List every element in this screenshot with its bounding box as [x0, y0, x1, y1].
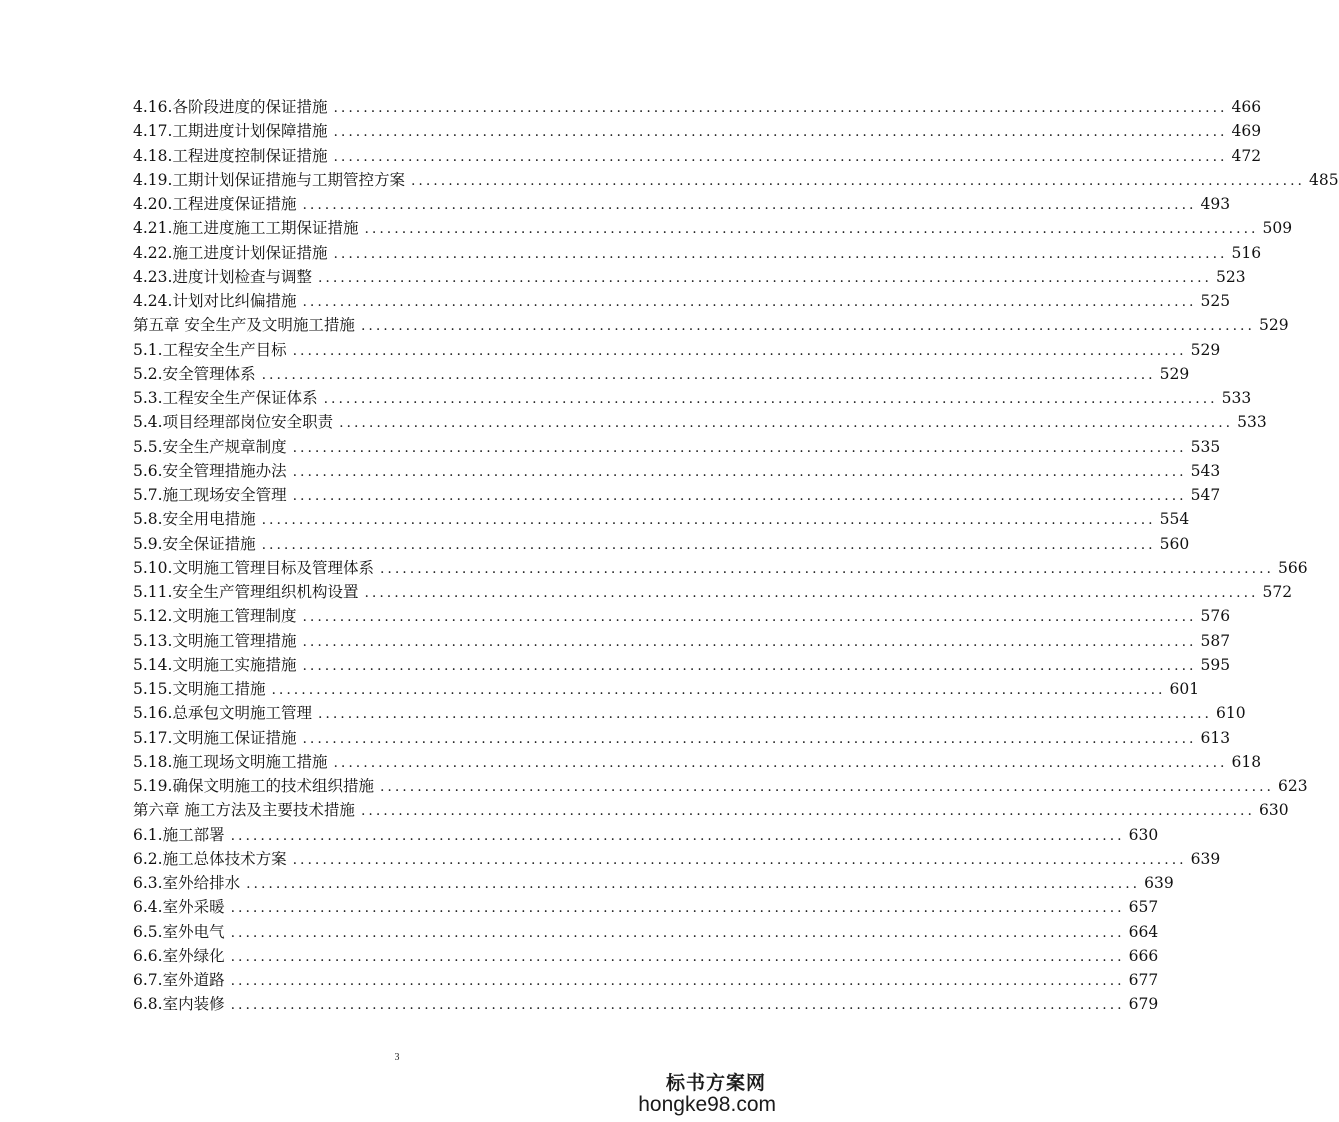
toc-entry-page: 595	[1200, 655, 1231, 674]
toc-entry	[133, 726, 1231, 750]
toc-entry-page: 664	[1128, 922, 1159, 941]
toc-leader-dots: ........................................................................................................................	[292, 463, 1187, 480]
toc-entry-page: 469	[1231, 122, 1262, 141]
toc-entry	[133, 168, 1339, 192]
toc-entry	[133, 289, 1231, 313]
toc-leader-dots: ........................................................................................................................	[271, 682, 1166, 698]
toc-leader-dots: ........................................................................................................................	[364, 221, 1259, 238]
toc-leader-dots: ........................................................................................................................	[292, 342, 1187, 359]
toc-entry-page: 560	[1159, 534, 1190, 553]
toc-entry	[133, 701, 1246, 725]
toc-entry	[133, 798, 1289, 822]
toc-entry-page: 509	[1262, 219, 1293, 238]
toc-entry	[133, 507, 1190, 531]
toc-entry-label: 4.20.工程进度保证措施	[133, 195, 297, 213]
toc-entry	[133, 119, 1262, 143]
watermark	[638, 1068, 776, 1117]
toc-entry-page: 630	[1258, 801, 1289, 820]
toc-entry-label: 5.5.安全生产规章制度	[133, 437, 287, 456]
toc-entry-label: 4.21.施工进度施工工期保证措施	[133, 219, 359, 238]
toc-leader-dots: ........................................................................................................................	[230, 827, 1125, 844]
toc-entry	[133, 677, 1200, 701]
toc-entry-label: 4.24.计划对比纠偏措施	[133, 292, 297, 310]
toc-entry-page: 587	[1200, 631, 1231, 650]
toc-leader-dots: ........................................................................................................................	[317, 706, 1212, 723]
toc-entry-page: 533	[1221, 389, 1252, 407]
toc-leader-dots: ........................................................................................................................	[261, 366, 1156, 383]
toc-entry-page: 677	[1128, 971, 1159, 989]
toc-entry-page: 523	[1215, 267, 1246, 286]
toc-leader-dots: ........................................................................................................................	[230, 900, 1125, 917]
toc-entry-label: 5.13.文明施工管理措施	[133, 631, 297, 650]
toc-entry-label: 6.7.室外道路	[133, 971, 225, 989]
toc-entry-page: 485	[1308, 170, 1339, 189]
toc-entry-label: 4.17.工期进度计划保障措施	[133, 122, 328, 141]
toc-leader-dots: ........................................................................................................................	[333, 100, 1228, 116]
toc-leader-dots: ........................................................................................................................	[230, 948, 1125, 965]
toc-leader-dots: ........................................................................................................................	[302, 609, 1197, 626]
toc-entry-label: 5.9.安全保证措施	[133, 534, 256, 553]
toc-entry	[133, 532, 1190, 556]
toc-leader-dots: ........................................................................................................................	[292, 488, 1187, 504]
toc-entry-label: 6.8.室内装修	[133, 995, 225, 1014]
toc-leader-dots: ........................................................................................................................	[261, 536, 1156, 553]
toc-entry	[133, 629, 1231, 653]
toc-entry-page: 529	[1159, 364, 1190, 383]
toc-entry-label: 5.8.安全用电措施	[133, 510, 256, 529]
toc-entry	[133, 95, 1262, 119]
toc-entry-page: 618	[1231, 752, 1262, 771]
toc-entry	[133, 338, 1221, 362]
toc-entry-label: 5.11.安全生产管理组织机构设置	[133, 583, 359, 601]
toc-entry-label: 5.16.总承包文明施工管理	[133, 704, 312, 723]
toc-entry-page: 554	[1159, 510, 1190, 529]
toc-entry-page: 572	[1262, 583, 1293, 601]
toc-entry-label: 6.1.施工部署	[133, 825, 225, 844]
toc-entry	[133, 483, 1221, 507]
toc-entry-page: 547	[1190, 486, 1221, 504]
toc-leader-dots: ........................................................................................................................	[360, 318, 1255, 335]
toc-entry	[133, 313, 1289, 337]
toc-entry	[133, 241, 1262, 265]
toc-entry	[133, 992, 1159, 1016]
toc-entry-label: 6.4.室外采暖	[133, 898, 225, 917]
toc-entry-label: 4.16.各阶段进度的保证措施	[133, 98, 328, 116]
toc-entry-page: 639	[1190, 849, 1221, 868]
toc-entry-label: 4.23.进度计划检查与调整	[133, 267, 312, 286]
toc-leader-dots: ........................................................................................................................	[379, 779, 1274, 795]
toc-entry-label: 第六章 施工方法及主要技术措施	[133, 801, 355, 820]
toc-leader-dots: ........................................................................................................................	[302, 197, 1197, 213]
toc-entry-label: 5.10.文明施工管理目标及管理体系	[133, 558, 374, 577]
toc-entry-label: 5.7.施工现场安全管理	[133, 486, 287, 504]
toc-entry-label: 5.4.项目经理部岗位安全职责	[133, 413, 334, 432]
toc-entry	[133, 435, 1221, 459]
toc-leader-dots: ........................................................................................................................	[333, 148, 1228, 165]
toc-entry-label: 4.18.工程进度控制保证措施	[133, 146, 328, 165]
toc-entry	[133, 774, 1308, 798]
toc-entry-label: 6.6.室外绿化	[133, 946, 225, 965]
toc-entry	[133, 144, 1262, 168]
toc-entry-label: 5.1.工程安全生产目标	[133, 340, 287, 359]
toc-entry-page: 639	[1144, 874, 1174, 892]
toc-entry-page: 610	[1215, 704, 1246, 723]
toc-entry-label: 5.19.确保文明施工的技术组织措施	[133, 777, 374, 795]
toc-entry	[133, 871, 1174, 895]
toc-entry-page: 466	[1231, 98, 1262, 116]
toc-entry-page: 493	[1200, 195, 1231, 213]
toc-leader-dots: ........................................................................................................................	[230, 997, 1125, 1014]
watermark-url: hongke98.com	[638, 1093, 776, 1116]
toc-entry-label: 6.3.室外给排水	[133, 874, 241, 892]
toc-entry-label: 5.2.安全管理体系	[133, 364, 256, 383]
toc-entry-label: 第五章 安全生产及文明施工措施	[133, 316, 355, 335]
toc-leader-dots: ........................................................................................................................	[302, 657, 1197, 674]
toc-entry	[133, 459, 1221, 483]
toc-entry-page: 533	[1237, 413, 1267, 432]
toc-leader-dots: ........................................................................................................................	[333, 124, 1228, 141]
toc-entry-page: 543	[1190, 461, 1221, 480]
toc-leader-dots: ........................................................................................................................	[323, 391, 1218, 407]
toc-entry-page: 601	[1169, 680, 1200, 698]
watermark-text: 标书方案网	[665, 1072, 766, 1094]
toc-leader-dots: ........................................................................................................................	[333, 754, 1228, 771]
toc-entry-page: 535	[1190, 437, 1221, 456]
toc-leader-dots: ........................................................................................................................	[302, 294, 1197, 310]
toc-leader-dots: ........................................................................................................................	[360, 803, 1255, 820]
toc-entry-label: 6.5.室外电气	[133, 922, 225, 941]
toc-leader-dots: ........................................................................................................................	[302, 730, 1197, 747]
toc-leader-dots: ........................................................................................................................	[410, 172, 1305, 189]
toc-entry	[133, 265, 1246, 289]
toc-entry-label: 5.14.文明施工实施措施	[133, 655, 297, 674]
toc-entry-page: 566	[1277, 558, 1308, 577]
toc-entry-page: 666	[1128, 946, 1159, 965]
toc-leader-dots: ........................................................................................................................	[339, 415, 1234, 432]
toc-entry-page: 613	[1200, 728, 1231, 747]
toc-entry-label: 5.6.安全管理措施办法	[133, 461, 287, 480]
toc-entry-label: 5.15.文明施工措施	[133, 680, 266, 698]
toc-entry-page: 623	[1277, 777, 1308, 795]
toc-entry-page: 529	[1190, 340, 1221, 359]
toc-leader-dots: ........................................................................................................................	[379, 560, 1274, 577]
toc-leader-dots: ........................................................................................................................	[246, 876, 1141, 892]
toc-entry	[133, 362, 1190, 386]
toc-entry	[133, 386, 1252, 410]
toc-entry	[133, 580, 1293, 604]
toc-entry-label: 5.18.施工现场文明施工措施	[133, 752, 328, 771]
toc-entry-page: 516	[1231, 243, 1262, 262]
toc-entry-page: 630	[1128, 825, 1159, 844]
toc-entry	[133, 192, 1231, 216]
toc-entry	[133, 823, 1159, 847]
toc-entry-page: 529	[1258, 316, 1289, 335]
toc-entry	[133, 410, 1267, 434]
toc-leader-dots: ........................................................................................................................	[317, 269, 1212, 286]
toc-entry-label: 6.2.施工总体技术方案	[133, 849, 287, 868]
toc-entry	[133, 920, 1159, 944]
toc-entry	[133, 968, 1159, 992]
toc-entry-page: 576	[1200, 607, 1231, 626]
toc-leader-dots: ........................................................................................................................	[230, 973, 1125, 989]
toc-entry-page: 679	[1128, 995, 1159, 1014]
toc-entry	[133, 944, 1159, 968]
toc-entry-label: 5.17.文明施工保证措施	[133, 728, 297, 747]
toc-leader-dots: ........................................................................................................................	[292, 439, 1187, 456]
toc-entry-label: 5.12.文明施工管理制度	[133, 607, 297, 626]
toc-leader-dots: ........................................................................................................................	[292, 851, 1187, 868]
toc-leader-dots: ........................................................................................................................	[261, 512, 1156, 529]
toc-entry	[133, 653, 1231, 677]
toc-entry	[133, 216, 1293, 240]
toc-leader-dots: ........................................................................................................................	[302, 633, 1197, 650]
toc-entry-label: 4.22.施工进度计划保证措施	[133, 243, 328, 262]
toc-entry	[133, 604, 1231, 628]
toc-entry-label: 5.3.工程安全生产保证体系	[133, 389, 318, 407]
toc-entry	[133, 847, 1221, 871]
toc-entry	[133, 556, 1308, 580]
toc-entry	[133, 750, 1262, 774]
toc-entry	[133, 895, 1159, 919]
toc-entry-label: 4.19.工期计划保证措施与工期管控方案	[133, 170, 405, 189]
toc-entry-page: 525	[1200, 292, 1231, 310]
toc-leader-dots: ........................................................................................................................	[230, 924, 1125, 941]
toc-leader-dots: ........................................................................................................................	[333, 245, 1228, 262]
page-number: 3	[394, 1052, 400, 1063]
toc-leader-dots: ........................................................................................................................	[364, 585, 1259, 601]
toc-entry-page: 472	[1231, 146, 1262, 165]
toc-entry-page: 657	[1128, 898, 1159, 917]
table-of-contents	[133, 95, 1339, 1017]
